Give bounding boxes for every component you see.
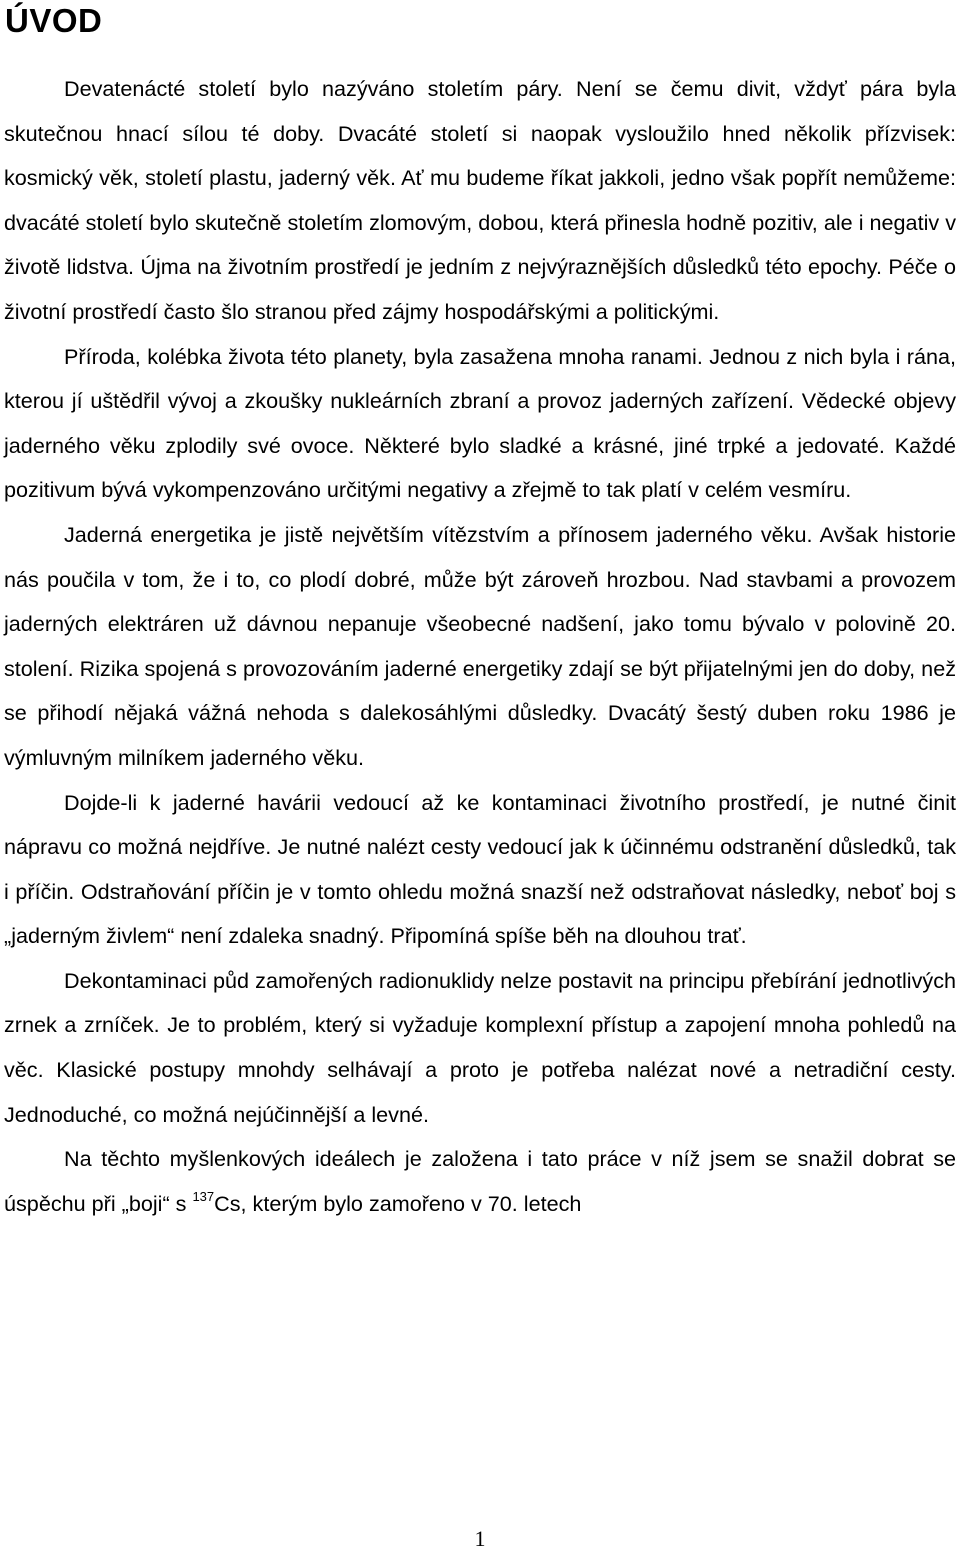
isotope-mass-number: 137 — [192, 1188, 215, 1204]
paragraph-5: Dekontaminaci půd zamořených radionuklidy nelze postavit na principu přebírání jednotlivých zrnek a zrníček. Je to problém, který si vyžaduje komplexní přístup a zapojení mnoha pohledů na věc. Klasické postupy mnohdy selhávají a proto je potřeba nalézat nové a netradiční cesty. Jednoduché, co možná nejúčinnější a levné. — [4, 967, 956, 1127]
paragraph-6-text-before: Na těchto myšlenkových ideálech je založena i tato práce v níž jsem se snažil dobrat se úspěchu při „boji“ s — [4, 1146, 956, 1216]
paragraph-2: Příroda, kolébka života této planety, byla zasažena mnoha ranami. Jednou z nich byla i rána, kterou jí uštědřil vývoj a zkoušky nukleárních zbraní a provoz jaderných zařízení. Vědecké objevy jaderného věku zplodily své ovoce. Některé bylo sladké a krásné, jiné trpké a jedovaté. Každé pozitivum bývá vykompenzováno určitými negativy a zřejmě to tak platí v celém vesmíru. — [4, 343, 956, 503]
page-number: 1 — [474, 1526, 486, 1551]
paragraph-4: Dojde-li k jaderné havárii vedoucí až ke kontaminaci životního prostředí, je nutné činit nápravu co možná nejdříve. Je nutné nalézt cesty vedoucí jak k účinnému odstranění důsledků, tak i příčin. Odstraňování příčin je v tomto ohledu možná snazší než odstraňovat následky, neboť boj s „jaderným živlem“ není zdaleka snadný. Připomíná spíše běh na dlouhou trať. — [4, 789, 956, 949]
isotope-symbol: Cs — [214, 1190, 241, 1216]
page-title: ÚVOD — [5, 2, 103, 39]
paragraph-3: Jaderná energetika je jistě největším vítězstvím a přínosem jaderného věku. Avšak historie nás poučila v tom, že i to, co plodí dobré, může být zároveň hrozbou. Nad stavbami a provozem jaderných elektráren už dávnou nepanuje všeobecné nadšení, jako tomu bývalo v polovině 20. stolení. Rizika spojená s provozováním jaderné energetiky zdají se být přijatelnými jen do doby, než se přihodí nějaká vážná nehoda s dalekosáhlými důsledky. Dvacátý šestý duben roku 1986 je výmluvným milníkem jaderného věku. — [4, 521, 956, 770]
paragraph-1: Devatenácté století bylo nazýváno stoletím páry. Není se čemu divit, vždyť pára byla skutečnou hnací sílou té doby. Dvacáté století si naopak vysloužilo hned několik přízvisek: kosmický věk, století plastu, jaderný věk. Ať mu budeme říkat jakkoli, jedno však popřít nemůžeme: dvacáté století bylo skutečně stoletím zlomovým, dobou, která přinesla hodně pozitiv, ale i negativ v životě lidstva. Újma na životním prostředí je jedním z nejvýraznějších důsledků této epochy. Péče o životní prostředí často šlo stranou před zájmy hospodářskými a politickými. — [4, 76, 956, 324]
document-body — [4, 67, 956, 1226]
paragraph-6 — [4, 1137, 956, 1226]
paragraph-6-text-after: , kterým bylo zamořeno v 70. letech — [240, 1190, 582, 1216]
